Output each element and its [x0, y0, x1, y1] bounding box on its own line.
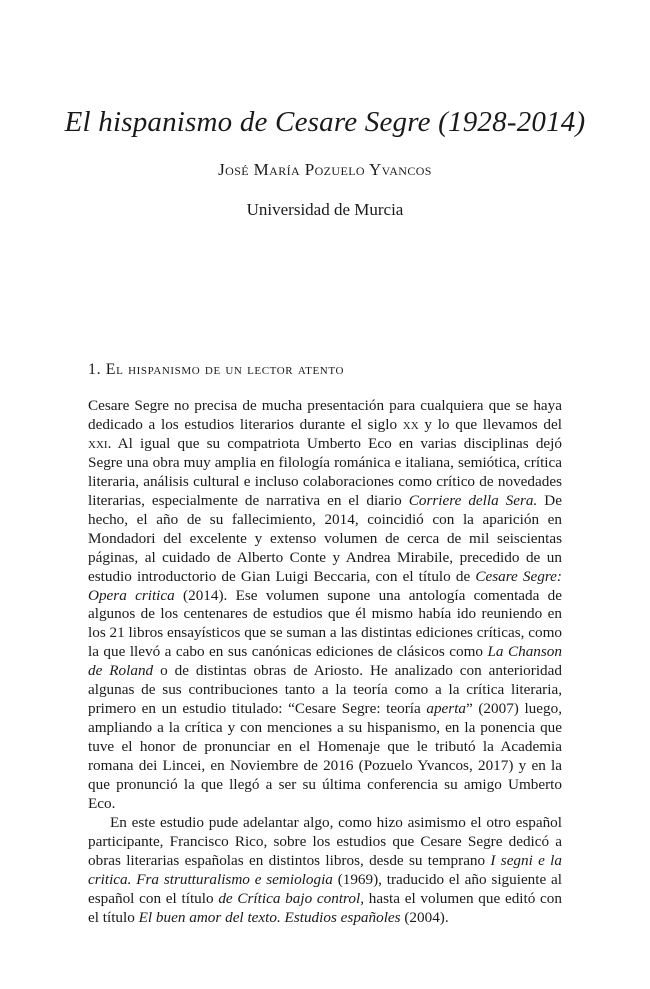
paragraph — [88, 814, 562, 928]
italic-title: aperta — [426, 700, 467, 718]
article-title: El hispanismo de Cesare Segre (1928-2014) — [64, 106, 586, 138]
text-run: , hasta el volumen que editó con el título — [88, 889, 562, 926]
author-name: José María Pozuelo Yvancos — [218, 160, 432, 179]
text-run: . Al igual que su compatriota Umberto Eco en varias disciplinas dejó Segre una obra muy amplia en filología románica e italiana, semiótica, crítica literaria, análisis cultural e incluso colaboraciones como crítico de novedades literarias, especialmente de narrativa en el diario — [88, 434, 562, 509]
text-run: De hecho, el año de su fallecimiento, 2014, coincidió con la aparición en Mondadori del excelente y extenso volumen de cerca de mil seiscientas páginas, al cuidado de Alberto Conte y Andrea Mirabile, precedido de un estudio introductorio de Gian Luigi Beccaria, con el título de — [88, 491, 562, 585]
text-run: En este estudio pude adelantar algo, como hizo asimismo el otro español participante, Francisco Rico, sobre los estudios que Cesare Segre dedicó a obras literarias españolas en distintos libros, desde su temprano — [88, 813, 562, 869]
century-numeral: xxi — [88, 434, 108, 452]
italic-title: Cesare Segre: Opera critica — [88, 567, 562, 604]
century-numeral: xx — [402, 415, 419, 433]
section-heading: 1. El hispanismo de un lector atento — [88, 361, 345, 378]
italic-title: La Chanson de Roland — [88, 643, 562, 680]
italic-title: I segni e la critica. Fra strutturalismo e semiologia — [88, 851, 562, 888]
italic-title: Corriere della Sera. — [408, 491, 538, 509]
author-affiliation: Universidad de Murcia — [246, 200, 404, 219]
text-run: y lo que llevamos del — [418, 415, 562, 433]
italic-title: El buen amor del texto. Estudios españoles — [138, 908, 401, 926]
text-run: o de distintas obras de Ariosto. He analizado con anterioridad algunas de sus contribuciones tanto a la teoría como a la crítica literaria, primero en un estudio titulado: “Cesare Segre: teoría — [88, 662, 562, 718]
text-run: ” (2007) luego, ampliando a la crítica y con menciones a su hispanismo, en la ponencia que tuve el honor de pronunciar en el Homenaje que le tributó la Academia romana dei Lincei, en Noviembre de 2016 (Pozuelo Yvancos, 2017) y en la que pronunció la que llegó a ser su última conferencia su amigo Umberto Eco. — [88, 700, 562, 813]
body-text — [88, 397, 562, 928]
text-run: Cesare Segre no precisa de mucha presentación para cualquiera que se haya dedicado a los estudios literarios durante el siglo — [88, 397, 562, 433]
paragraph — [88, 397, 562, 814]
text-run: (1969), traducido el año siguiente al español con el título — [88, 870, 562, 907]
text-run: (2014). Ese volumen supone una antología comentada de algunos de los centenares de estudios que él mismo había ido reuniendo en los 21 libros ensayísticos que se suman a las distintas ediciones críticas, como la que llevó a cabo en sus canónicas ediciones de clásicos como — [88, 586, 563, 661]
italic-title: de Crítica bajo control — [218, 889, 361, 907]
text-run: (2004). — [400, 908, 449, 926]
